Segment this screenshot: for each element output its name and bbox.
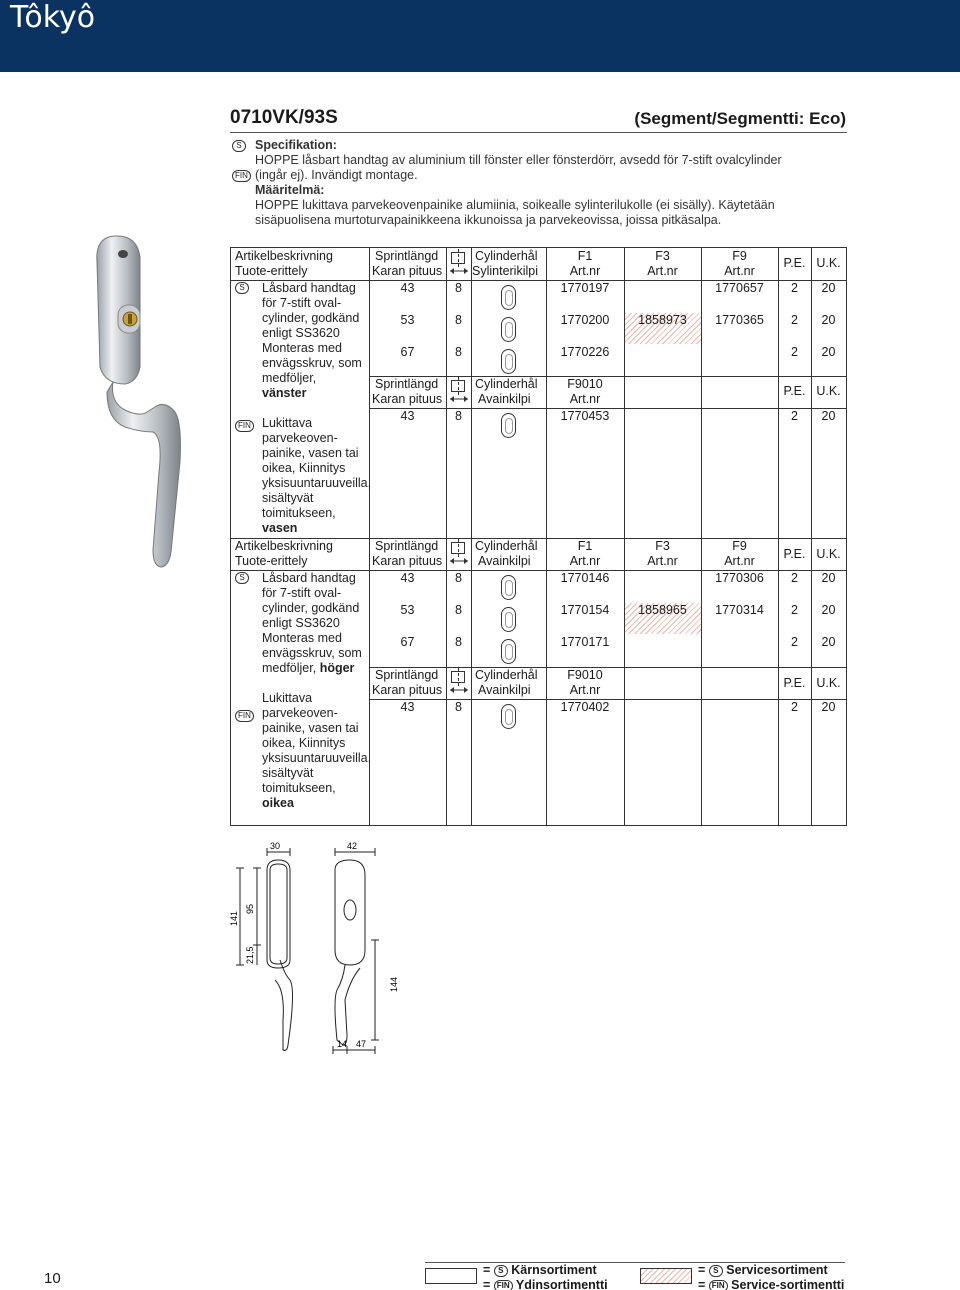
col-pe: P.E. [783,547,806,561]
handle-photo-image [85,232,195,577]
product-segment: (Segment/Segmentti: Eco) [634,109,846,128]
spec-text-s-2: (ingår ej). Invändigt montage. [255,168,418,182]
col-f9: F9 [732,249,747,263]
table-cell: 20 [821,313,836,327]
page-header [0,0,960,72]
table-cell: 8 [455,281,462,295]
table-cell: 20 [821,603,836,617]
table-cell: 1770453 [560,409,610,423]
col-f1: F1 [577,249,593,263]
desc-header-fin: Tuote-erittely [235,554,308,568]
col-karan: Karan pituus [372,264,443,278]
col-art: Art.nr [569,683,601,697]
table-cell: 43 [400,700,415,714]
technical-drawing [225,840,445,1055]
oval-escutcheon-icon [501,317,516,342]
table-cell: 1770314 [715,603,764,617]
table-cell: 1770306 [715,571,764,585]
col-syl: Sylinterikilpi [472,264,538,278]
table-cell: 1770146 [560,571,610,585]
col-uk: U.K. [816,547,841,561]
table-cell: 8 [455,571,462,585]
legend-service-fin: = FIN Service-sortimentti [698,1278,845,1290]
svg-text:141: 141 [229,910,239,926]
length-arrow-icon [449,686,469,694]
col-art: Art.nr [724,554,755,568]
table-cell: 53 [400,603,415,617]
col-art: Art.nr [647,554,678,568]
oval-escutcheon-icon [501,639,516,664]
col-art: Art.nr [569,392,601,406]
col-f9010: F9010 [567,668,603,682]
table-cell: 20 [821,635,836,649]
col-uk: U.K. [816,384,841,398]
col-f3: F3 [655,539,670,553]
col-pe: P.E. [783,256,806,270]
length-arrow-icon [449,395,469,403]
table-cell: 67 [400,345,415,359]
col-art: Art.nr [647,264,678,278]
oval-escutcheon-icon [501,285,516,310]
table-cell: 43 [400,281,415,295]
table-cell: 2 [791,700,798,714]
desc-header: Artikelbeskrivning [235,249,333,263]
length-arrow-icon [449,267,469,275]
description-right-hand: S Låsbard handtag för 7-stift oval- cylinder, godkänd enligt SS3620 Monteras med envägsskruv, som medföljer, höger FIN Lukittava parvekeoven- painike, vasen tai oikea, Kiinnitys yksisuuntaruuveilla, sisältyvät toimitukseen, oikea [235,571,371,811]
col-f3: F3 [655,249,670,263]
table-cell: 8 [455,603,462,617]
series-title: Tôkyô [10,0,96,35]
svg-text:14: 14 [337,1039,348,1049]
oval-escutcheon-icon [501,607,516,632]
table-cell: 1770226 [560,345,610,359]
col-karan: Karan pituus [372,554,443,568]
col-pe: P.E. [783,384,806,398]
svg-text:30: 30 [270,841,281,851]
fin-badge: FIN [232,168,251,183]
col-art: Art.nr [724,264,755,278]
table-cell: 1770197 [560,281,610,295]
length-arrow-icon [449,557,469,565]
table-cell: 8 [455,345,462,359]
col-sprint: Sprintlängd [375,668,439,682]
table-cell: 1858965 [638,603,687,617]
table-cell: 1858973 [638,313,687,327]
table-cell: 20 [821,571,836,585]
col-sprint: Sprintlängd [375,539,439,553]
table-cell: 43 [400,409,415,423]
table-cell: 20 [821,345,836,359]
table-cell: 8 [455,635,462,649]
col-f9: F9 [732,539,747,553]
legend-service-s: = S Servicesortiment [698,1263,828,1277]
table-cell: 2 [791,571,798,585]
col-cyl: Cylinderhål [475,249,538,263]
divider [230,132,847,133]
table-cell: 1770171 [560,635,610,649]
table-cell: 2 [791,281,798,295]
table-cell: 2 [791,409,798,423]
svg-text:144: 144 [389,976,399,992]
table-cell: 8 [455,700,462,714]
col-sprint: Sprintlängd [375,377,439,391]
table-cell: 53 [400,313,415,327]
col-uk: U.K. [816,256,841,270]
spindle-icon [451,542,465,554]
table-cell: 1770154 [560,603,610,617]
col-uk: U.K. [816,676,841,690]
desc-header-fin: Tuote-erittely [235,264,308,278]
svg-text:42: 42 [347,841,358,851]
col-cyl: Cylinderhål [475,668,538,682]
description-left-hand: S Låsbard handtag för 7-stift oval- cylinder, godkänd enligt SS3620 Monteras med envägsskruv, som medföljer, vänster FIN Lukittava parvekeoven- painike, vasen tai oikea, Kiinnitys yksisuuntaruuveilla, sisältyvät toimitukseen, vasen [235,281,371,536]
col-cyl: Cylinderhål [475,539,538,553]
core-range-swatch [425,1268,477,1284]
col-art: Art.nr [569,554,601,568]
service-range-swatch [640,1268,692,1284]
table-cell: 20 [821,281,836,295]
table-cell: 2 [791,313,798,327]
svg-text:21,5: 21,5 [245,946,255,964]
table-cell: 1770657 [715,281,764,295]
legend-core-s: = S Kärnsortiment [483,1263,597,1277]
col-pe: P.E. [783,676,806,690]
spec-text-fin-2: sisäpuolisena murtoturvapainikkeena ikkunoissa ja parvekeovissa, joissa pitkäsalpa. [255,213,722,227]
oval-escutcheon-icon [501,413,516,438]
table-cell: 2 [791,635,798,649]
table-cell: 20 [821,700,836,714]
table-cell: 20 [821,409,836,423]
col-avain: Avainkilpi [478,392,531,406]
page-number: 10 [44,1270,61,1287]
product-code: 0710VK/93S [230,107,338,128]
col-avain: Avainkilpi [478,554,531,568]
col-sprint: Sprintlängd [375,249,439,263]
oval-escutcheon-icon [501,349,516,374]
table-cell: 8 [455,313,462,327]
spec-heading-s: Specifikation: [255,138,337,152]
table-cell: 67 [400,635,415,649]
table-cell: 2 [791,603,798,617]
table-cell: 2 [791,345,798,359]
s-badge: S [232,138,246,153]
table-cell: 8 [455,409,462,423]
spindle-icon [451,380,465,392]
table-cell: 1770200 [560,313,610,327]
spec-heading-fin: Määritelmä: [255,183,325,197]
col-f9010: F9010 [567,377,603,391]
legend-core-fin: = FIN Ydinsortimentti [483,1278,608,1290]
article-table [230,247,847,826]
svg-text:47: 47 [356,1039,367,1049]
spec-text-fin-1: HOPPE lukittava parvekeovenpainike alumiinia, soikealle sylinterilukolle (ei sisälly). Käytetään [255,198,775,212]
col-karan: Karan pituus [372,683,443,697]
table-cell: 43 [400,571,415,585]
spindle-icon [451,252,465,264]
oval-escutcheon-icon [501,575,516,600]
spec-text-s-1: HOPPE låsbart handtag av aluminium till fönster eller fönsterdörr, avsedd för 7-stift ovalcylinder [255,153,782,167]
table-cell: 1770365 [715,313,764,327]
col-f1: F1 [577,539,593,553]
col-avain: Avainkilpi [478,683,531,697]
table-cell: 1770402 [560,700,610,714]
col-cyl: Cylinderhål [475,377,538,391]
desc-header: Artikelbeskrivning [235,539,333,553]
spindle-icon [451,671,465,683]
col-karan: Karan pituus [372,392,443,406]
svg-text:95: 95 [245,903,255,914]
col-art: Art.nr [569,264,601,278]
oval-escutcheon-icon [501,704,516,729]
